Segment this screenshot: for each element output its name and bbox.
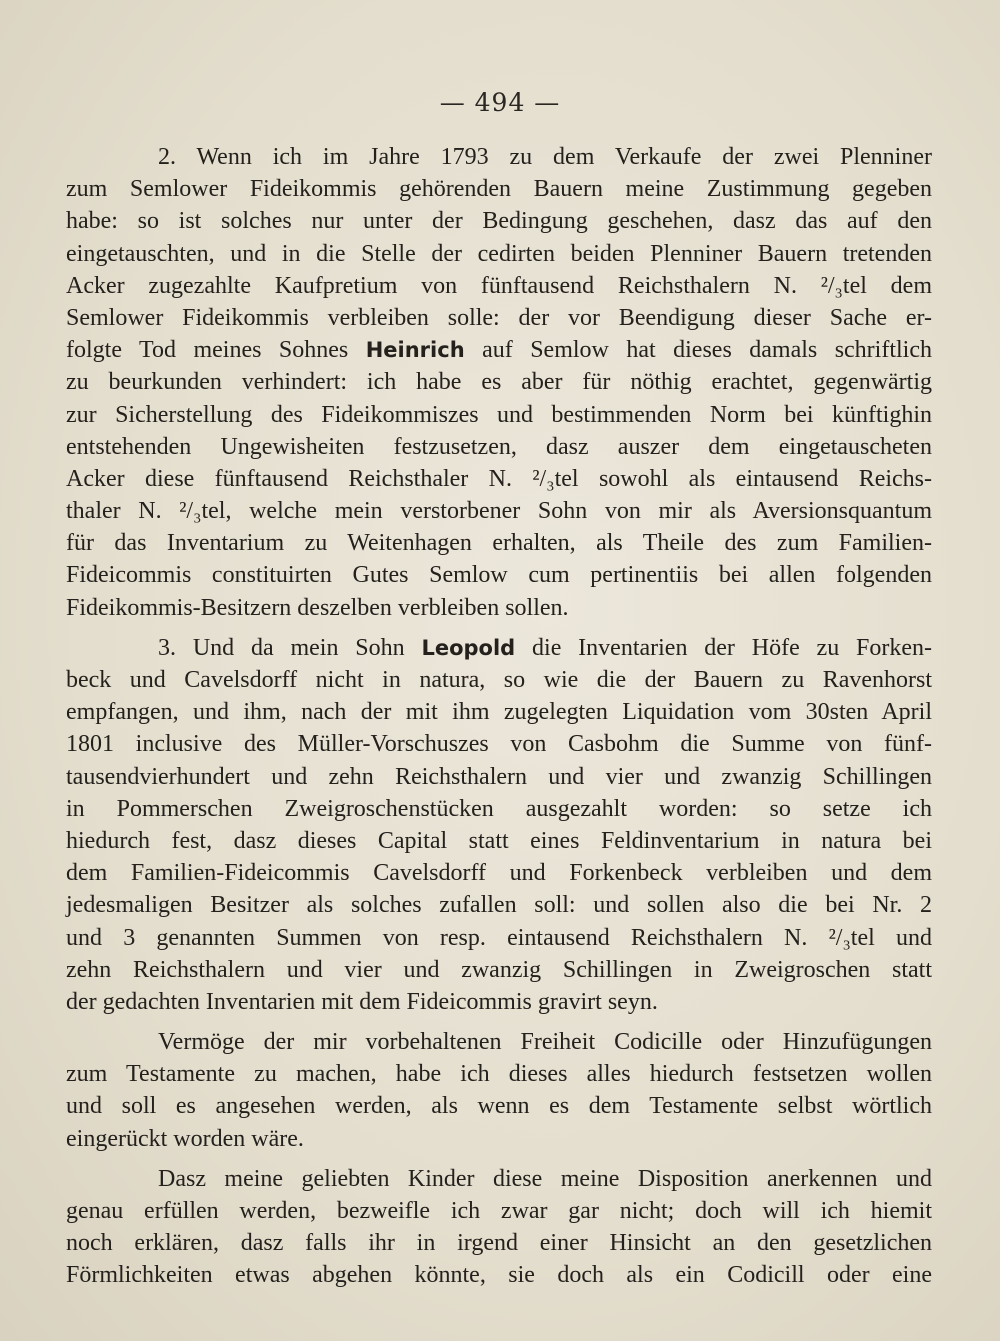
- text-line: zehn Reichsthalern und vier und zwanzig Schillingen in Zweigroschen statt: [66, 956, 932, 983]
- text-line: und soll es angesehen werden, als wenn es dem Testamente selbst wörtlich: [66, 1093, 932, 1120]
- text-line: hiedurch fest, dasz dieses Capital statt eines Feldinventarium in natura bei: [66, 827, 932, 854]
- text-line: in Pommerschen Zweigroschenstücken ausgezahlt worden: so setze ich: [66, 795, 932, 822]
- text-line: Acker zugezahlte Kaufpretium von fünftausend Reichsthalern N. ²/₃tel dem: [66, 272, 932, 299]
- paragraph-gap: [66, 1018, 932, 1026]
- text-line: [66, 334, 932, 366]
- text-segment: die Inventarien der Höfe zu Forken-: [515, 634, 933, 661]
- text-line: 2. Wenn ich im Jahre 1793 zu dem Verkaufe der zwei Plenniner: [158, 144, 932, 170]
- text-line: Semlower Fideikommis verbleiben solle: der vor Beendigung dieser Sache er-: [66, 304, 932, 331]
- text-line: Vermöge der mir vorbehaltenen Freiheit Codicille oder Hinzufügungen: [158, 1029, 932, 1056]
- text-line: Fideicommis constituirten Gutes Semlow cum pertinentiis bei allen folgenden: [66, 562, 932, 589]
- text-line: der gedachten Inventarien mit dem Fideicommis gravirt seyn.: [66, 988, 658, 1015]
- text-line: eingetauschten, und in die Stelle der cedirten beiden Plenniner Bauern tretenden: [66, 240, 932, 267]
- text-line: Fideikommis-Besitzern deszelben verbleiben sollen.: [66, 594, 569, 621]
- text-segment: 3. Und da mein Sohn: [158, 634, 422, 661]
- text-line: 1801 inclusive des Müller-Vorschuszes von Casbohm die Summe von fünf-: [66, 731, 932, 758]
- text-line: Förmlichkeiten etwas abgehen könnte, sie doch als ein Codicill oder eine: [66, 1262, 932, 1289]
- text-line: empfangen, und ihm, nach der mit ihm zugelegten Liquidation vom 30sten April: [66, 699, 932, 726]
- text-line: zum Semlower Fideikommis gehörenden Bauern meine Zustimmung gegeben: [66, 176, 932, 203]
- text-line: noch erklären, dasz falls ihr in irgend einer Hinsicht an den gesetzlichen: [66, 1230, 932, 1257]
- paragraph-gap: [66, 624, 932, 632]
- text-line: [66, 632, 932, 664]
- text-line: Acker diese fünftausend Reichsthaler N. ²/₃tel sowohl als eintausend Reichs-: [66, 465, 932, 492]
- body-text: [66, 141, 932, 1292]
- text-line: zum Testamente zu machen, habe ich dieses alles hiedurch festsetzen wollen: [66, 1061, 932, 1088]
- text-line: entstehenden Ungewisheiten festzusetzen, dasz auszer dem eingetauscheten: [66, 433, 932, 460]
- text-segment: auf Semlow hat dieses damals schriftlich: [464, 337, 932, 364]
- page-number: — 494 —: [439, 88, 561, 117]
- text-line: genau erfüllen werden, bezweifle ich zwar gar nicht; doch will ich hiemit: [66, 1198, 932, 1224]
- paragraph-gap: [66, 1155, 932, 1163]
- bold-name: Heinrich: [365, 338, 465, 363]
- text-line: eingerückt worden wäre.: [66, 1125, 304, 1152]
- text-line: und 3 genannten Summen von resp. eintausend Reichsthalern N. ²/₃tel und: [66, 924, 932, 951]
- text-segment: folgte Tod meines Sohnes: [66, 337, 366, 364]
- text-line: thaler N. ²/₃tel, welche mein verstorbener Sohn von mir als Aversionsquantum: [66, 498, 932, 525]
- text-line: dem Familien-Fideicommis Cavelsdorff und Forkenbeck verbleiben und dem: [66, 860, 932, 887]
- text-line: jedesmaligen Besitzer als solches zufallen soll: und sollen also die bei Nr. 2: [66, 892, 932, 919]
- text-line: zur Sicherstellung des Fideikommiszes und bestimmenden Norm bei künftighin: [66, 401, 932, 428]
- bold-name: Leopold: [421, 635, 516, 660]
- text-line: für das Inventarium zu Weitenhagen erhalten, als Theile des zum Familien-: [66, 530, 932, 557]
- text-line: tausendvierhundert und zehn Reichsthalern und vier und zwanzig Schillingen: [66, 763, 932, 790]
- text-line: zu beurkunden verhindert: ich habe es aber für nöthig erachtet, gegenwärtig: [66, 369, 932, 396]
- text-line: Dasz meine geliebten Kinder diese meine Disposition anerkennen und: [158, 1165, 932, 1192]
- text-line: beck und Cavelsdorff nicht in natura, so wie die der Bauern zu Ravenhorst: [66, 667, 932, 693]
- text-line: habe: so ist solches nur unter der Bedingung geschehen, dasz das auf den: [66, 208, 932, 235]
